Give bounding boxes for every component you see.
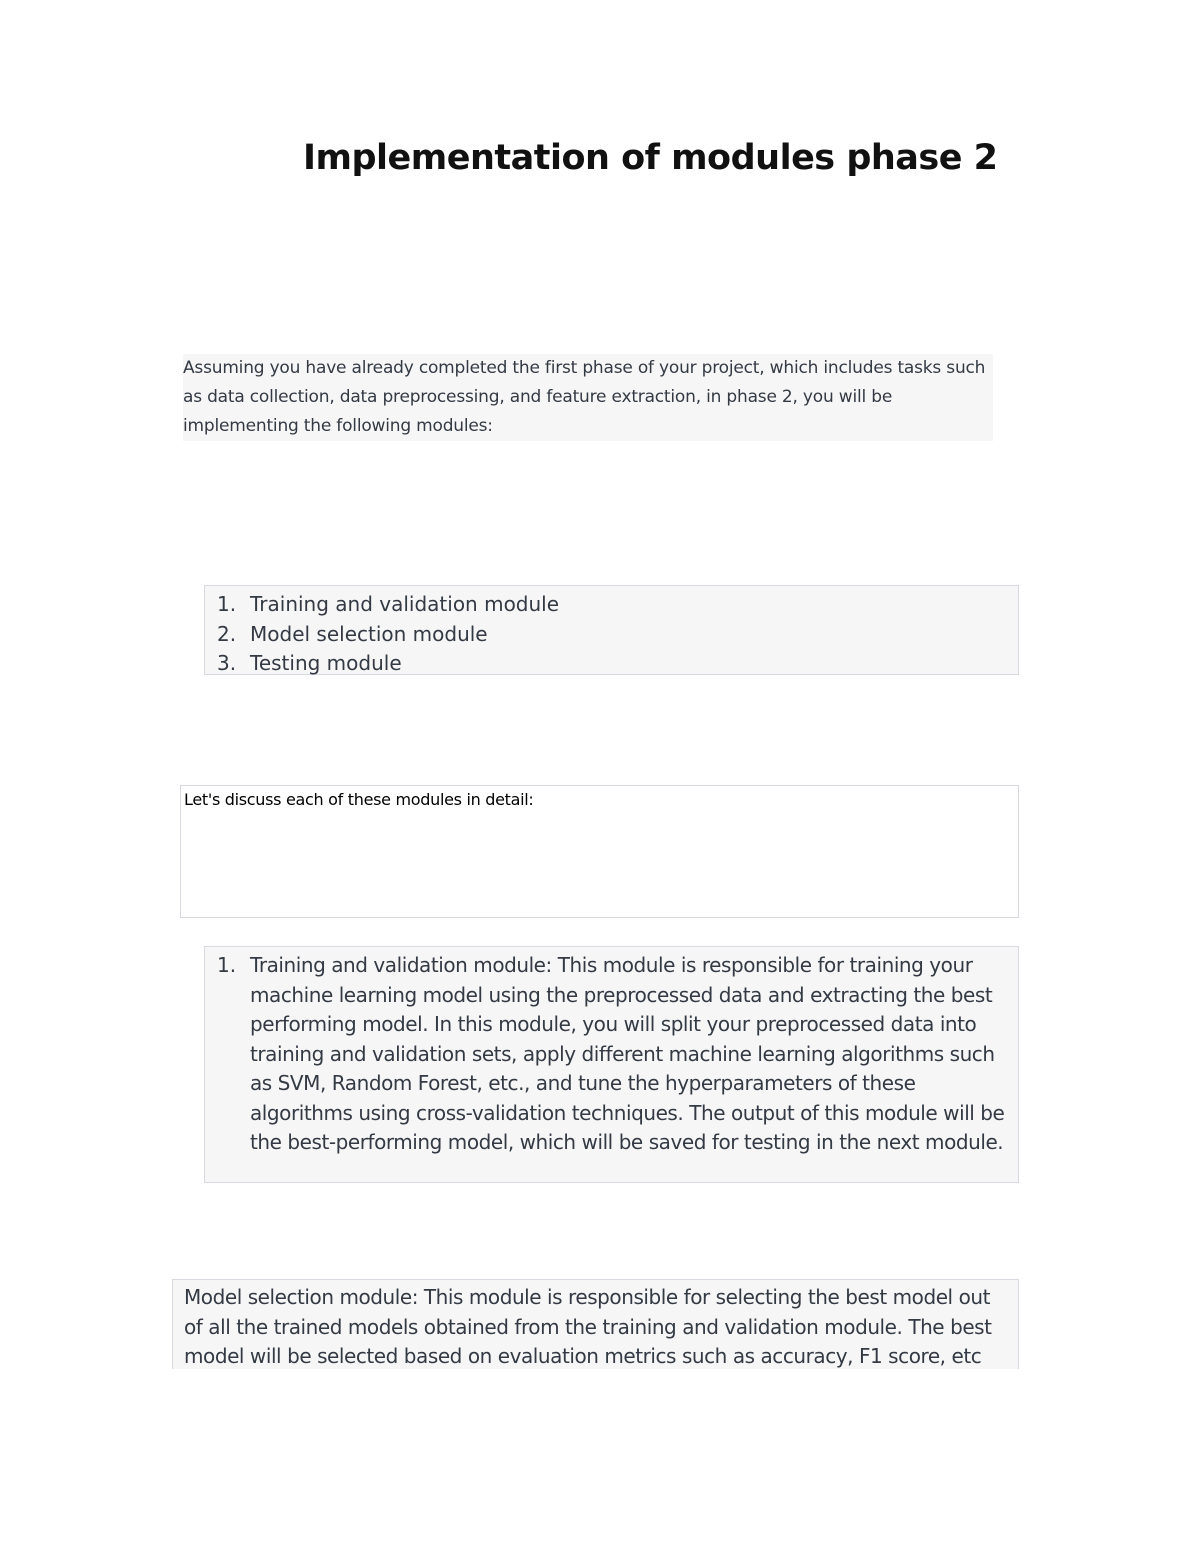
list-item-number: 1. xyxy=(217,953,237,977)
list-item xyxy=(217,951,1008,1158)
model-selection-text: Model selection module: This module is responsible for selecting the best model out of all the trained models obtained from the training and validation module. The best model will be selected based on evaluation metrics such as accuracy, F1 score, etc xyxy=(184,1285,992,1368)
discuss-section xyxy=(180,785,1019,918)
list-item-label: Training and validation module xyxy=(250,592,560,616)
module-list xyxy=(204,585,1019,675)
model-selection-section xyxy=(172,1279,1019,1369)
list-item-number: 3. xyxy=(217,651,237,675)
list-item xyxy=(217,649,1008,679)
list-item-label: Model selection module xyxy=(250,621,488,646)
module-detail-list xyxy=(204,946,1019,1183)
module-detail-text: Training and validation module: This module is responsible for training your machine learning model using the preprocessed data and extracting the best performing model. In this module, you will split your preprocessed data into training and validation sets, apply different machine learning algorithms such as SVM, Random Forest, etc., and tune the hyperparameters of these algorithms using cross-validation techniques. The output of this module will be the best-performing model, which will be saved for testing in the next module. xyxy=(250,953,1005,1154)
list-item-label: Testing module xyxy=(250,651,402,675)
page-title: Implementation of modules phase 2 xyxy=(303,138,998,178)
list-item xyxy=(217,590,1008,620)
intro-paragraph: Assuming you have already completed the first phase of your project, which includes tasks such as data collection, data preprocessing, and feature extraction, in phase 2, you will be implementing the following modules: xyxy=(183,354,993,441)
list-item-number: 1. xyxy=(217,592,237,616)
list-item-number: 2. xyxy=(217,621,237,646)
discuss-heading: Let's discuss each of these modules in detail: xyxy=(184,790,534,809)
list-item xyxy=(217,620,1008,650)
